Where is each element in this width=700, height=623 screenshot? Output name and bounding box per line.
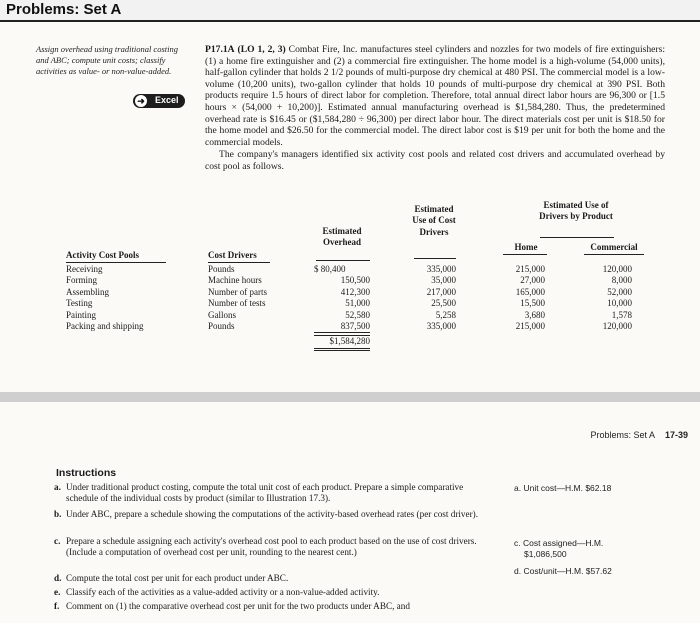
problem-body: Combat Fire, Inc. manufactures steel cylinders and nozzles for two models of fire extinguishers: (1) a home fire extinguisher and (2) a commercial fire extinguisher. The home model is a high-volume (54,000 units), half-gallon cylinder that holds 2 1/2 pounds of multi-purpose dry chemical at 480 PSI. The commercial model is a low-volume (10,200 units), two-gallon cylinder that holds 10 pounds of multi-purpose dry chemical at 390 PSI. Both products require 1.5 hours of direct labor for completion. Therefore, total annual direct labor hours are 96,300 or [1.5 hours × (54,000 + 10,200)]. Estimated annual manufacturing overhead is $1,584,280. Thus, the predetermined overhead rate is $16.45 or ($1,584,280 ÷ 96,300) per direct labor hour. The direct materials cost per unit is $18.50 for the home model and $26.50 for the commercial model. The direct labor cost is $19 per unit for both the home and the commercial models.	[205, 44, 666, 148]
running-head	[590, 430, 688, 440]
table-cell: Machine hours	[208, 275, 262, 286]
table-cell: 120,000	[602, 321, 632, 332]
table-cell: Testing	[66, 298, 93, 309]
excel-button-label: Excel	[155, 95, 179, 105]
table-cell: 27,000	[520, 275, 545, 286]
margin-note: Assign overhead using traditional costing and ABC; compute unit costs; classify activities as value- or non-value-added.	[36, 44, 178, 76]
header-by-product: Estimated Use of Drivers by Product	[539, 200, 613, 222]
header-home: Home	[514, 242, 538, 252]
column-drivers	[208, 264, 298, 332]
table-cell: 5,258	[435, 309, 456, 320]
column-use	[414, 264, 456, 332]
page-header	[0, 0, 700, 22]
table-cell: Forming	[66, 275, 98, 286]
problem-paragraph-1	[205, 44, 665, 148]
instruction-item: d. Compute the total cost per unit for each product under ABC.	[54, 573, 289, 583]
problem-paragraph-2: The company's managers identified six activity cost pools and related cost drivers and accumulated overhead by cost pool as follows.	[205, 149, 665, 172]
table-cell: 335,000	[426, 321, 456, 332]
instructions-title: Instructions	[56, 467, 117, 479]
page-number: 17-39	[664, 430, 688, 440]
table-cell: Painting	[66, 309, 97, 320]
table-cell: 217,000	[426, 286, 456, 297]
table-cell: 35,000	[431, 275, 456, 286]
problem-id: P17.1A	[205, 44, 235, 55]
table-cell: Number of parts	[208, 286, 267, 297]
answer-d: d. Cost/unit—H.M. $57.62	[514, 566, 612, 576]
header-pools: Activity Cost Pools	[66, 250, 139, 260]
table-cell: 3,680	[524, 309, 545, 320]
table-cell: Assembling	[66, 286, 110, 297]
column-overhead	[314, 264, 370, 351]
instruction-item: e. Classify each of the activities as a value-added activity or a non-value-added activity.	[54, 587, 380, 597]
table-cell: 150,500	[340, 275, 370, 286]
header-overhead: Estimated Overhead	[322, 226, 362, 248]
table-cell: 165,000	[515, 286, 545, 297]
table-cell: $ 80,400	[314, 264, 346, 274]
table-cell: 335,000	[426, 264, 456, 274]
instruction-item: c. Prepare a schedule assigning each activity's overhead cost pool to each product based on the use of cost drivers. (Include a computation of overhead cost per unit, rounding to the nearest cent.)	[54, 536, 477, 558]
table-cell: 215,000	[515, 321, 545, 332]
answer-c-label: c. Cost assigned—H.M.	[514, 538, 604, 548]
running-head-title: Problems: Set A	[590, 430, 655, 440]
page-title: Problems: Set A	[6, 1, 122, 18]
table-cell: 8,000	[611, 275, 632, 286]
table-cell: 52,580	[345, 309, 370, 320]
column-pools	[66, 264, 196, 332]
problem-lo: (LO 1, 2, 3)	[237, 44, 286, 55]
header-drivers: Cost Drivers	[208, 250, 257, 260]
textbook-page-bottom	[0, 402, 700, 623]
table-cell: 10,000	[607, 298, 632, 309]
overhead-total: $1,584,280	[314, 335, 370, 350]
arrow-right-icon: ➜	[135, 95, 147, 107]
instruction-item: a. Under traditional product costing, compute the total unit cost of each product. Prepare a simple comparative schedule of the individual costs by product (similar to Illustration 17.3).	[54, 482, 464, 504]
instruction-item: b. Under ABC, prepare a schedule showing the computations of the activity-based overhead rates (per cost driver).	[54, 509, 479, 519]
answer-a: a. Unit cost—H.M. $62.18	[514, 483, 612, 493]
table-cell: Packing and shipping	[66, 321, 144, 332]
page-gap	[0, 392, 700, 402]
table-cell: 412,300	[340, 286, 370, 297]
table-cell: 120,000	[602, 264, 632, 274]
column-home	[503, 264, 545, 332]
header-use: Estimated Use of Cost Drivers	[412, 204, 456, 237]
table-cell: 837,500	[314, 321, 370, 333]
header-commercial: Commercial	[590, 242, 638, 252]
column-commercial	[584, 264, 632, 332]
answer-c-value: $1,086,500	[524, 549, 567, 559]
excel-button[interactable]	[133, 94, 185, 108]
problem-text	[205, 44, 665, 173]
table-cell: Receiving	[66, 264, 103, 274]
table-cell: 25,500	[431, 298, 456, 309]
table-cell: 215,000	[515, 264, 545, 274]
table-cell: Pounds	[208, 264, 235, 274]
table-cell: Gallons	[208, 309, 236, 320]
table-cell: 52,000	[607, 286, 632, 297]
instruction-item: f. Comment on (1) the comparative overhead cost per unit for the two products under ABC, and	[54, 601, 410, 611]
table-cell: 15,500	[520, 298, 545, 309]
table-cell: Pounds	[208, 321, 235, 332]
table-cell: 1,578	[611, 309, 632, 320]
table-cell: 51,000	[345, 298, 370, 309]
table-cell: Number of tests	[208, 298, 266, 309]
